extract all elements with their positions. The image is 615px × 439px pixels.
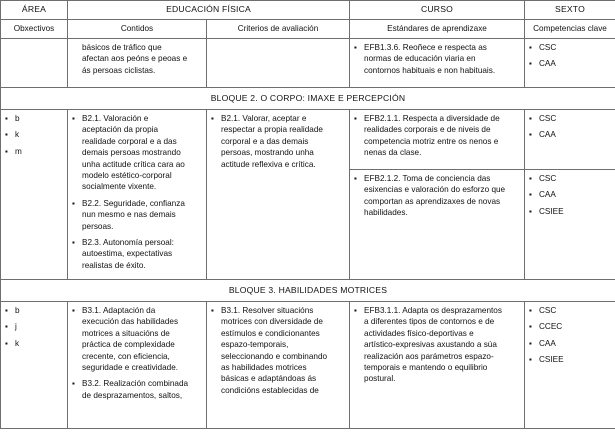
block2-criteria-cell — [207, 110, 350, 280]
objectives-header: Obxectivos — [1, 20, 68, 39]
block2-objectives-cell — [1, 110, 68, 280]
competence-item: ▪ CCEC — [525, 321, 615, 332]
objective-item: ▪ b — [1, 113, 67, 124]
competence-item: ▪ CSC — [525, 42, 615, 53]
block2-contents-cell — [68, 110, 207, 280]
competence-item: ▪ CSC — [525, 305, 615, 316]
block3-row — [1, 302, 615, 429]
criteria-item: ▪ B2.1. Valorar, aceptar e respectar a propia realidade corporal e a das demais persoas, mostrando unha actitude reflexiva e crítica. — [207, 113, 349, 170]
objective-item: ▪ m — [1, 146, 67, 157]
standard-item: ▪ EFB1.3.6. Reoñece e respecta as normas de educación viaria en contornos habituais e non habituais. — [350, 42, 524, 76]
grade-header: SEXTO — [525, 1, 615, 20]
header-row — [1, 1, 615, 20]
carry-standard-cell — [350, 39, 525, 88]
contents-header: Contidos — [68, 20, 207, 39]
content-item: ▪ B3.1. Adaptación da execución das habilidades motrices a situacións de práctica de complexidade crecente, con eficiencia, seguridade e creatividade. — [68, 305, 206, 373]
content-item: ▪ B2.3. Autonomía persoal: autoestima, expectativas realistas de éxito. — [68, 237, 206, 271]
area-header: ÁREA — [1, 1, 68, 20]
carry-criteria-cell — [207, 39, 350, 88]
standard-item: ▪ EFB3.1.1. Adapta os desprazamentos a diferentes tipos de contornos e de actividades físico-deportivas e artístico-expresivas axustando a súa realización aos parámetros espazo- temporais e mantendo o equilibrio postural. — [350, 305, 524, 385]
carry-objectives-cell — [1, 39, 68, 88]
block3-competences1-cell — [525, 302, 615, 429]
subject-header: EDUCACIÓN FÍSICA — [68, 1, 350, 20]
block3-criteria-cell — [207, 302, 350, 429]
objective-item: ▪ k — [1, 129, 67, 140]
competence-item: ▪ CSC — [525, 173, 615, 184]
carry-row — [1, 39, 615, 88]
block3-objectives-cell — [1, 302, 68, 429]
block2-standard2-cell — [350, 170, 525, 280]
curso-header: CURSO — [350, 1, 525, 20]
standard-item: ▪ EFB2.1.2. Toma de conciencia das esixencias e valoración do esforzo que comportan as aprendizaxes de novas habilidades. — [350, 173, 524, 219]
carry-contents-cell — [68, 39, 207, 88]
criteria-header: Criterios de avaliación — [207, 20, 350, 39]
competences-header: Competencias clave — [525, 20, 615, 39]
block3-title-row — [1, 280, 615, 302]
block3-title: BLOQUE 3. HABILIDADES MOTRICES — [1, 280, 615, 302]
carry-contents-text: básicos de tráfico que afectan aos peóns e peoas e ás persoas ciclistas. — [82, 43, 188, 75]
block2-standard1-cell — [350, 110, 525, 170]
competence-item: ▪ CAA — [525, 58, 615, 69]
block3-contents-cell — [68, 302, 207, 429]
objective-item: ▪ k — [1, 338, 67, 349]
block2-competences2-cell — [525, 170, 615, 280]
block2-competences1-cell — [525, 110, 615, 170]
content-item: ▪ B2.2. Seguridade, confianza nun mesmo e nas demais persoas. — [68, 198, 206, 232]
competence-item: ▪ CSIEE — [525, 354, 615, 365]
block3-standard1-cell — [350, 302, 525, 429]
criteria-item: ▪ B3.1. Resolver situacións motrices con diversidade de estímulos e condicionantes espazo-temporais, seleccionando e combinando as habilidades motrices básicas e adaptándoas ás condicións establecidas de — [207, 305, 349, 396]
content-item: ▪ B3.2. Realización combinada de desprazamentos, saltos, — [68, 378, 206, 401]
competence-item: ▪ CAA — [525, 189, 615, 200]
objective-item: ▪ j — [1, 321, 67, 332]
competence-item: ▪ CAA — [525, 129, 615, 140]
content-item: ▪ B2.1. Valoración e aceptación da propia realidade corporal e a das demais persoas mostrando unha actitude crítica cara ao modelo estético-corporal socialmente vixente. — [68, 113, 206, 193]
subheader-row — [1, 20, 615, 39]
standard-item: ▪ EFB2.1.1. Respecta a diversidade de realidades corporais e de niveis de competencia motriz entre os nenos e nenas da clase. — [350, 113, 524, 159]
competence-item: ▪ CAA — [525, 338, 615, 349]
competence-item: ▪ CSIEE — [525, 206, 615, 217]
carry-competences-cell — [525, 39, 615, 88]
block2-title: BLOQUE 2. O CORPO: IMAXE E PERCEPCIÓN — [1, 88, 615, 110]
standards-header: Estándares de aprendizaxe — [350, 20, 525, 39]
competence-item: ▪ CSC — [525, 113, 615, 124]
objective-item: ▪ b — [1, 305, 67, 316]
block2-title-row — [1, 88, 615, 110]
block2-row — [1, 110, 615, 170]
